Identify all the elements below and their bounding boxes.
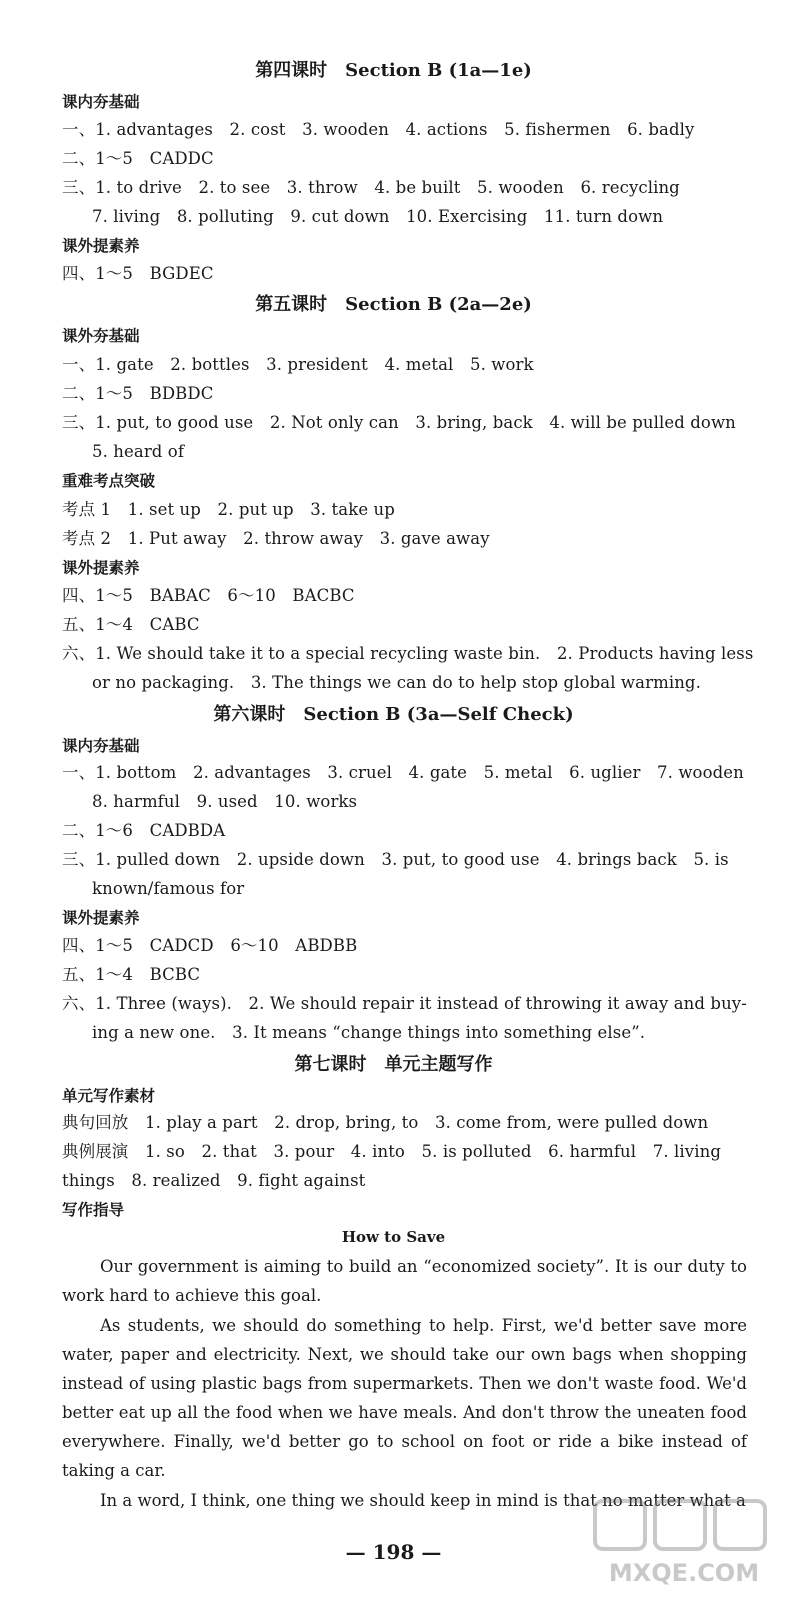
lesson6-line-3: 二、1～6 CADBDA [62,821,226,840]
essay-paragraph-2: As students, we should do something to help. First, we'd better save more water, paper and electricity. Next, we should take our own bags when shopping instead of using plastic bags from supermarkets. Then we don't waste food. We'd better eat up all the food when we have meals. And don't throw the uneaten food everywhere. Finally, we'd better go to school on foot or ride a bike instead of taking a car. [62,1316,747,1480]
lesson5-line-1: 一、1. gate 2. bottles 3. president 4. metal 5. work [62,355,534,374]
lesson5-line-10: or no packaging. 3. The things we can do to help stop global warming. [92,673,701,692]
lesson6-line-4: 三、1. pulled down 2. upside down 3. put, to good use 4. brings back 5. is [62,850,729,869]
lesson6-line-7: 五、1～4 BCBC [62,965,201,984]
lesson7-line-3: things 8. realized 9. fight against [62,1171,366,1190]
lesson5-line-5: 考点 1 1. set up 2. put up 3. take up [62,500,395,519]
lesson7-subheading-2: 写作指导 [62,1201,125,1219]
lesson4-subheading-1: 课内夯基础 [62,93,140,111]
essay-paragraph-3: In a word, I think, one thing we should keep in mind is that no matter what a [100,1491,746,1510]
lesson5-line-8: 五、1～4 CABC [62,615,200,634]
lesson5-subheading-3: 课外提素养 [62,559,140,577]
lesson4-title: 第四课时 Section B (1a—1e) [255,60,532,81]
lesson6-line-8: 六、1. Three (ways). 2. We should repair it instead of throwing it away and buy- [62,994,747,1013]
essay-paragraph-1: Our government is aiming to build an “economized society”. It is our duty to work hard to achieve this goal. [62,1257,747,1305]
lesson7-title: 第七课时 单元主题写作 [294,1054,493,1075]
lesson4-line-2: 二、1～5 CADDC [62,149,214,168]
lesson6-line-9: ing a new one. 3. It means “change things into something else”. [92,1023,646,1042]
lesson5-line-4: 5. heard of [92,442,185,461]
lesson6-subheading-1: 课内夯基础 [62,737,140,755]
watermark-logo [589,1497,779,1592]
lesson4-line-4: 7. living 8. polluting 9. cut down 10. Exercising 11. turn down [92,207,664,226]
essay-title: How to Save [341,1228,446,1246]
lesson5-line-7: 四、1～5 BABAC 6～10 BACBC [62,586,355,605]
lesson6-line-1: 一、1. bottom 2. advantages 3. cruel 4. gate 5. metal 6. uglier 7. wooden [62,763,744,782]
lesson5-line-2: 二、1～5 BDBDC [62,384,214,403]
lesson4-subheading-2: 课外提素养 [62,237,140,255]
lesson6-subheading-2: 课外提素养 [62,909,140,927]
watermark-text: MXQE.COM [608,1559,760,1587]
lesson4-line-5: 四、1～5 BGDEC [62,264,214,283]
page-number: — 198 — [345,1540,442,1564]
lesson6-line-2: 8. harmful 9. used 10. works [92,792,358,811]
lesson5-line-3: 三、1. put, to good use 2. Not only can 3. bring, back 4. will be pulled down [62,413,736,432]
lesson7-line-2: 典例展演 1. so 2. that 3. pour 4. into 5. is polluted 6. harmful 7. living [62,1142,721,1161]
lesson4-line-3: 三、1. to drive 2. to see 3. throw 4. be built 5. wooden 6. recycling [62,178,680,197]
lesson4-line-1: 一、1. advantages 2. cost 3. wooden 4. actions 5. fishermen 6. badly [62,120,695,139]
lesson6-line-6: 四、1～5 CADCD 6～10 ABDBB [62,936,358,955]
lesson6-line-5: known/famous for [92,879,245,898]
lesson5-subheading-1: 课外夯基础 [62,327,140,345]
lesson5-title: 第五课时 Section B (2a—2e) [255,294,532,315]
lesson7-subheading-1: 单元写作素材 [62,1087,156,1105]
lesson6-title: 第六课时 Section B (3a—Self Check) [213,704,574,725]
lesson5-subheading-2: 重难考点突破 [62,472,156,490]
lesson5-line-6: 考点 2 1. Put away 2. throw away 3. gave away [62,529,490,548]
lesson5-line-9: 六、1. We should take it to a special recycling waste bin. 2. Products having less [62,644,754,663]
lesson7-line-1: 典句回放 1. play a part 2. drop, bring, to 3. come from, were pulled down [62,1113,709,1132]
